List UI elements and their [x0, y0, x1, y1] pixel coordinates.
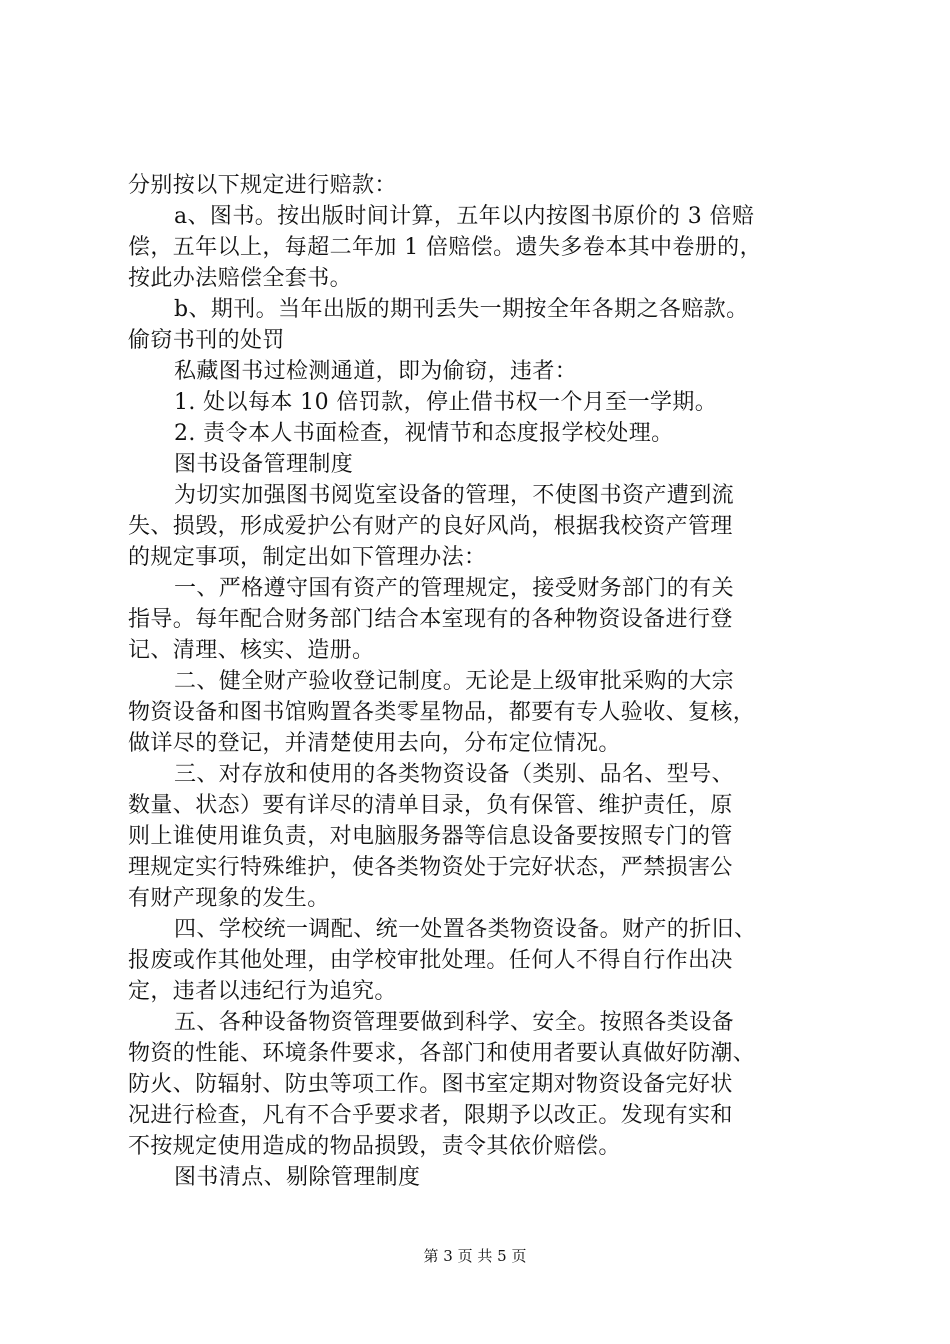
text-line: 做详尽的登记，并清楚使用去向，分布定位情况。 — [128, 731, 621, 756]
text-line: 不按规定使用造成的物品损毁，责令其依价赔偿。 — [128, 1134, 621, 1159]
document-body — [128, 170, 838, 1193]
text-line: 则上谁使用谁负责，对电脑服务器等信息设备要按照专门的管 — [128, 824, 733, 849]
text-line: 定，违者以违纪行为追究。 — [128, 979, 397, 1004]
text-line: 四、学校统一调配、统一处置各类物资设备。财产的折旧、 — [174, 917, 757, 942]
text-line: 二、健全财产验收登记制度。无论是上级审批采购的大宗 — [174, 669, 735, 694]
text-line: 况进行检查，凡有不合乎要求者，限期予以改正。发现有实和 — [128, 1103, 733, 1128]
text-line: 分别按以下规定进行赔款： — [128, 173, 397, 198]
text-line: 报废或作其他处理，由学校审批处理。任何人不得自行作出决 — [128, 948, 733, 973]
text-line: 图书清点、剔除管理制度 — [174, 1165, 421, 1190]
text-line: 五、各种设备物资管理要做到科学、安全。按照各类设备 — [174, 1010, 735, 1035]
text-line: 有财产现象的发生。 — [128, 886, 330, 911]
text-line: 物资的性能、环境条件要求，各部门和使用者要认真做好防潮、 — [128, 1041, 756, 1066]
text-line: b、期刊。当年出版的期刊丢失一期按全年各期之各赔款。 — [174, 297, 749, 322]
text-line: 的规定事项，制定出如下管理办法： — [128, 545, 487, 570]
text-line: a、图书。按出版时间计算，五年以内按图书原价的 3 倍赔 — [174, 204, 755, 229]
text-line: 偷窃书刊的处罚 — [128, 328, 285, 353]
text-line: 为切实加强图书阅览室设备的管理，不使图书资产遭到流 — [174, 483, 735, 508]
text-line: 图书设备管理制度 — [174, 452, 354, 477]
text-line: 1. 处以每本 10 倍罚款，停止借书权一个月至一学期。 — [174, 390, 718, 415]
text-line: 按此办法赔偿全套书。 — [128, 266, 353, 291]
text-line: 一、严格遵守国有资产的管理规定，接受财务部门的有关 — [174, 576, 735, 601]
text-line: 三、对存放和使用的各类物资设备（类别、品名、型号、 — [174, 762, 735, 787]
page-footer: 第 3 页 共 5 页 — [423, 1247, 527, 1265]
text-line: 数量、状态）要有详尽的清单目录，负有保管、维护责任，原 — [128, 793, 733, 818]
text-line: 偿，五年以上，每超二年加 1 倍赔偿。遗失多卷本其中卷册的， — [128, 235, 762, 260]
text-line: 理规定实行特殊维护，使各类物资处于完好状态，严禁损害公 — [128, 855, 733, 880]
text-line: 记、清理、核实、造册。 — [128, 638, 375, 663]
text-line: 防火、防辐射、防虫等项工作。图书室定期对物资设备完好状 — [128, 1072, 733, 1097]
text-line: 指导。每年配合财务部门结合本室现有的各种物资设备进行登 — [128, 607, 733, 632]
text-line: 物资设备和图书馆购置各类零星物品，都要有专人验收、复核， — [128, 700, 756, 725]
text-line: 失、损毁，形成爱护公有财产的良好风尚，根据我校资产管理 — [128, 514, 733, 539]
text-line: 私藏图书过检测通道，即为偷窃，违者： — [174, 359, 578, 384]
text-line: 2. 责令本人书面检查，视情节和态度报学校处理。 — [174, 421, 674, 446]
